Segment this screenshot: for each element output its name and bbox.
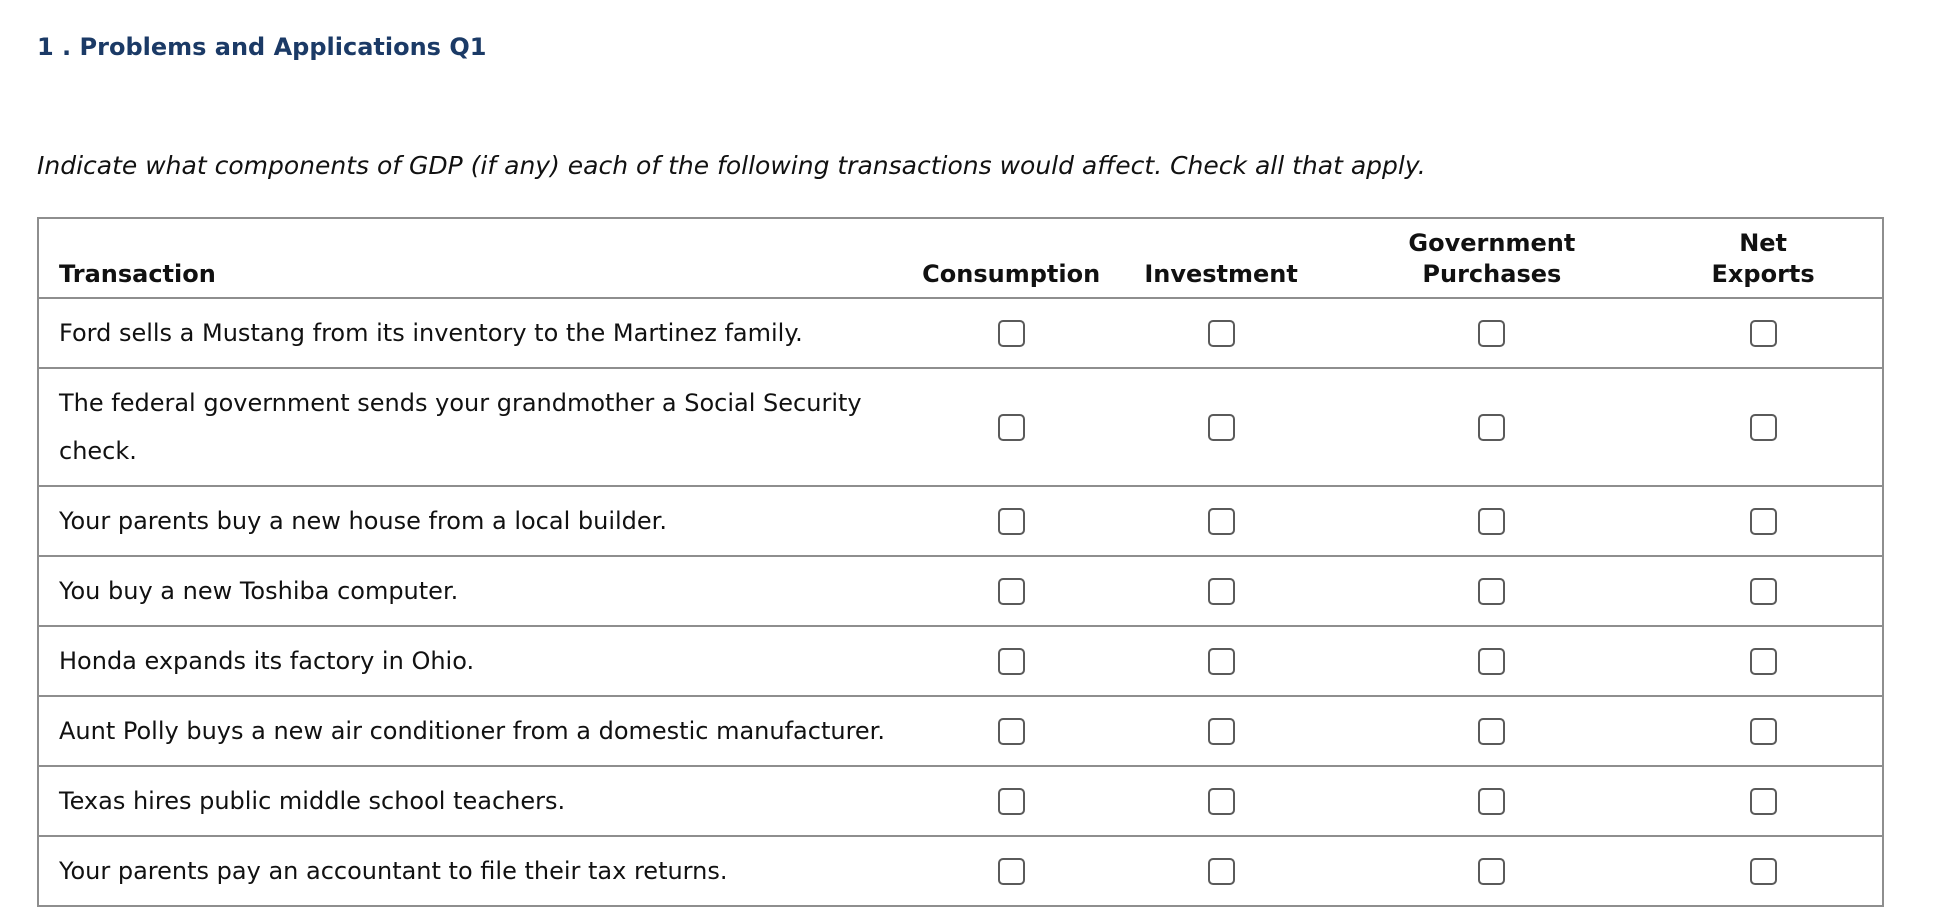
cell-investment [1103, 298, 1340, 368]
cell-net-exports [1644, 626, 1883, 696]
gdp-components-table [37, 217, 1884, 907]
table-row [38, 696, 1883, 766]
cell-government [1340, 696, 1645, 766]
government-checkbox[interactable] [1478, 414, 1505, 441]
net-exports-checkbox[interactable] [1750, 508, 1777, 535]
cell-net-exports [1644, 556, 1883, 626]
government-checkbox[interactable] [1478, 858, 1505, 885]
cell-consumption [920, 766, 1103, 836]
cell-investment [1103, 696, 1340, 766]
cell-consumption [920, 556, 1103, 626]
net-exports-checkbox[interactable] [1750, 578, 1777, 605]
header-net-line2: Exports [1711, 260, 1815, 288]
consumption-checkbox[interactable] [998, 788, 1025, 815]
cell-net-exports [1644, 298, 1883, 368]
cell-consumption [920, 368, 1103, 486]
transaction-description: Honda expands its factory in Ohio. [38, 626, 920, 696]
table-row [38, 486, 1883, 556]
cell-consumption [920, 486, 1103, 556]
net-exports-checkbox[interactable] [1750, 648, 1777, 675]
cell-net-exports [1644, 766, 1883, 836]
investment-checkbox[interactable] [1208, 718, 1235, 745]
cell-net-exports [1644, 836, 1883, 906]
table-row [38, 556, 1883, 626]
cell-government [1340, 766, 1645, 836]
transaction-description: The federal government sends your grandmother a Social Security check. [38, 368, 920, 486]
net-exports-checkbox[interactable] [1750, 414, 1777, 441]
question-instructions: Indicate what components of GDP (if any) each of the following transactions would affect. Check all that apply. [37, 151, 1426, 180]
table-header [38, 218, 1883, 298]
investment-checkbox[interactable] [1208, 858, 1235, 885]
cell-investment [1103, 556, 1340, 626]
transaction-description: Your parents buy a new house from a local builder. [38, 486, 920, 556]
cell-investment [1103, 368, 1340, 486]
header-net-exports [1644, 218, 1883, 298]
cell-government [1340, 556, 1645, 626]
net-exports-checkbox[interactable] [1750, 320, 1777, 347]
table-row [38, 368, 1883, 486]
government-checkbox[interactable] [1478, 788, 1505, 815]
header-net-line1: Net [1739, 229, 1788, 257]
cell-investment [1103, 766, 1340, 836]
net-exports-checkbox[interactable] [1750, 788, 1777, 815]
investment-checkbox[interactable] [1208, 788, 1235, 815]
government-checkbox[interactable] [1478, 578, 1505, 605]
cell-government [1340, 836, 1645, 906]
cell-government [1340, 368, 1645, 486]
header-row [38, 218, 1883, 298]
cell-net-exports [1644, 486, 1883, 556]
cell-government [1340, 486, 1645, 556]
transaction-description: Aunt Polly buys a new air conditioner from a domestic manufacturer. [38, 696, 920, 766]
table-body [38, 298, 1883, 906]
consumption-checkbox[interactable] [998, 858, 1025, 885]
consumption-checkbox[interactable] [998, 718, 1025, 745]
investment-checkbox[interactable] [1208, 578, 1235, 605]
header-transaction: Transaction [59, 260, 216, 288]
cell-investment [1103, 836, 1340, 906]
investment-checkbox[interactable] [1208, 508, 1235, 535]
cell-consumption [920, 836, 1103, 906]
cell-consumption [920, 696, 1103, 766]
government-checkbox[interactable] [1478, 648, 1505, 675]
investment-checkbox[interactable] [1208, 320, 1235, 347]
table-row [38, 626, 1883, 696]
cell-net-exports [1644, 696, 1883, 766]
header-government-line2: Purchases [1422, 260, 1562, 288]
transaction-description: Texas hires public middle school teachers. [38, 766, 920, 836]
consumption-checkbox[interactable] [998, 320, 1025, 347]
question-title: 1 . Problems and Applications Q1 [37, 33, 487, 61]
consumption-checkbox[interactable] [998, 508, 1025, 535]
cell-government [1340, 298, 1645, 368]
header-government-line1: Government [1408, 229, 1576, 257]
table-row [38, 298, 1883, 368]
cell-investment [1103, 626, 1340, 696]
net-exports-checkbox[interactable] [1750, 858, 1777, 885]
cell-net-exports [1644, 368, 1883, 486]
government-checkbox[interactable] [1478, 320, 1505, 347]
header-consumption: Consumption [922, 260, 1101, 288]
cell-consumption [920, 626, 1103, 696]
header-government-purchases [1340, 218, 1645, 298]
consumption-checkbox[interactable] [998, 578, 1025, 605]
investment-checkbox[interactable] [1208, 414, 1235, 441]
investment-checkbox[interactable] [1208, 648, 1235, 675]
government-checkbox[interactable] [1478, 718, 1505, 745]
government-checkbox[interactable] [1478, 508, 1505, 535]
transaction-description: Your parents pay an accountant to file their tax returns. [38, 836, 920, 906]
table-row [38, 766, 1883, 836]
consumption-checkbox[interactable] [998, 414, 1025, 441]
net-exports-checkbox[interactable] [1750, 718, 1777, 745]
cell-government [1340, 626, 1645, 696]
cell-investment [1103, 486, 1340, 556]
transaction-description: Ford sells a Mustang from its inventory to the Martinez family. [38, 298, 920, 368]
transaction-description: You buy a new Toshiba computer. [38, 556, 920, 626]
header-investment: Investment [1144, 260, 1298, 288]
consumption-checkbox[interactable] [998, 648, 1025, 675]
table-row [38, 836, 1883, 906]
cell-consumption [920, 298, 1103, 368]
